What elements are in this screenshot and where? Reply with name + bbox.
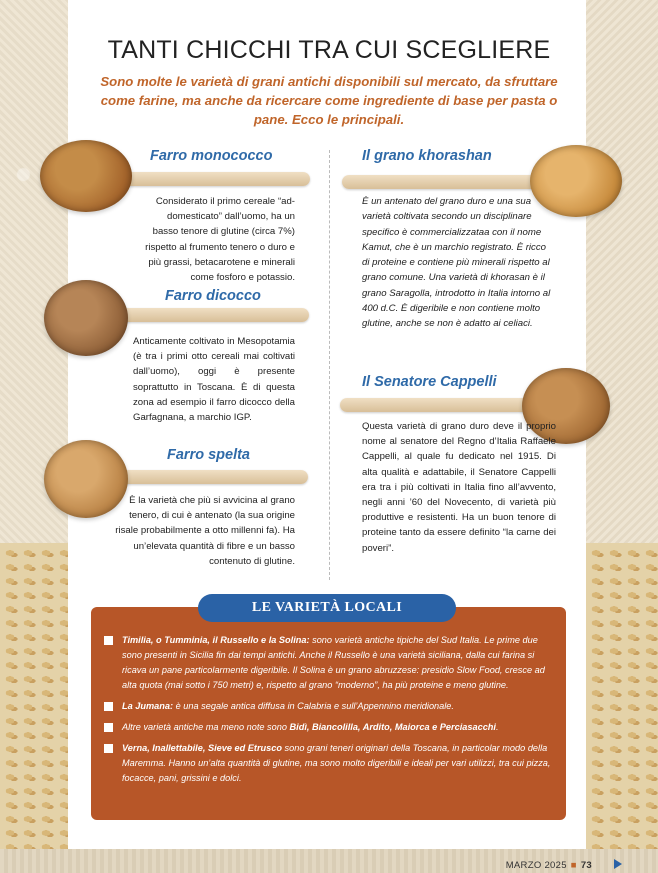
- grain-title-monococco: Farro monococco: [150, 148, 273, 164]
- list-item-text: sono grani teneri originari della Toscana, in particolar modo della Maremma. Hanno un’alta quantità di glutine, ma sono molto digeribili e ideali per vari utilizzi, tra cui pizza, focacce, pani, grissini e dolci.: [122, 743, 551, 783]
- page-footer: [506, 860, 592, 871]
- page-title: TANTI CHICCHI TRA CUI SCEGLIERE: [107, 36, 551, 64]
- footer-month: MARZO 2025: [505, 860, 567, 871]
- list-item-text: è una segale antica diffusa in Calabria e sull’Appennino meridionale.: [173, 701, 454, 711]
- list-item-bold: La Jumana:: [122, 701, 174, 711]
- spoon-handle: [119, 308, 309, 322]
- grain-title-dicocco: Farro dicocco: [165, 288, 261, 304]
- list-item-pre: Altre varietà antiche ma meno note sono: [122, 722, 290, 732]
- grain-title-khorasan: Il grano khorashan: [362, 148, 492, 164]
- list-item-bold: Verna, Inallettabile, Sieve ed Etrusco: [122, 743, 282, 753]
- page-number: 73: [580, 860, 592, 871]
- bullet-square-icon: [104, 744, 113, 753]
- list-item: [104, 633, 554, 693]
- grain-title-spelta: Farro spelta: [167, 447, 250, 463]
- column-divider: [329, 150, 330, 580]
- bullet-square-icon: [104, 723, 113, 732]
- grain-title-cappelli: Il Senatore Cappelli: [362, 374, 497, 390]
- grain-bowl: [44, 280, 128, 356]
- list-item-bold: Timilia, o Tumminia, il Russello e la Solina:: [122, 635, 310, 645]
- spoon-handle: [340, 398, 540, 412]
- spoon-handle: [116, 470, 308, 484]
- grain-text-dicocco: Anticamente coltivato in Mesopotamia (è tra i primi otto cereali mai coltivati dall’uomo), oggi è presente soprattutto in Toscana. È di questa zona ad esempio il farro dicocco della Garfagnana, a marchio IGP.: [133, 336, 295, 424]
- grain-text-cappelli: Questa varietà di grano duro deve il proprio nome al senatore del Regno d’Italia Raffaele Cappelli, al quale fu dedicato nel 1915. Di alta qualità e adattabile, il Senatore Cappelli era tra i più coltivati in Italia fino all’avvento, negli anni ’60 del Novecento, di varietà più produttive e resistenti. Ha un buon tenore di proteine tanto da essere definito “la carne dei poveri”.: [362, 421, 556, 554]
- grain-text-khorasan: È un antenato del grano duro e una sua varietà coltivata secondo un disciplinare specifico è commercializzataa con il nome Kamut, che è un marchio registrato. È ricco di proteine e contiene più minerali rispetto al grano comune. Una varietà di khorasan è il grano Saragolla, introdotto in Italia intorno al 400 d.C. È digeribile e non contiene molto glutine, anche se non è adatto ai celiaci.: [362, 196, 551, 330]
- page-subtitle: Sono molte le varietà di grani antichi disponibili sul mercato, da sfruttare come farine, ma anche da ricercare come ingrediente di base per pasta o pane. Ecco le principali.: [100, 74, 558, 127]
- footer-separator: ■: [570, 860, 577, 871]
- next-page-arrow-icon[interactable]: [614, 859, 622, 869]
- spoon-handle: [110, 172, 310, 186]
- local-varieties-list: [104, 633, 554, 792]
- bullet-square-icon: [104, 702, 113, 711]
- list-item: [104, 720, 554, 735]
- grain-text-spelta: È la varietà che più si avvicina al grano tenero, di cui è antenato (la sua origine risale probabilmente a otto millenni fa). Ha un’elevata quantità di fibre e un basso contenuto di glutine.: [115, 495, 295, 567]
- list-item-text: sono varietà antiche tipiche del Sud Italia. Le prime due sono presenti in Sicilia fin dai tempi antichi. Anche il Russello è una varietà siciliana, dalla cui farina si ricava un pane particolarmente digeribile. Il Solina è un grano abruzzese: presidio Slow Food, cresce ad alta quota (mai sotto i 750 metri) e, rispetto al grano “moderno”, ha più proteine e meno glutine.: [122, 635, 545, 690]
- list-item: [104, 699, 554, 714]
- local-varieties-heading: LE VARIETÀ LOCALI: [198, 594, 456, 622]
- grain-bowl: [40, 140, 132, 212]
- list-item-bold: Bidì, Biancolilla, Ardito, Maiorca e Perciasacchi: [289, 722, 496, 732]
- list-item: [104, 741, 554, 786]
- spoon-handle: [342, 175, 547, 189]
- bullet-square-icon: [104, 636, 113, 645]
- grain-text-monococco: Considerato il primo cereale “ad-domesticato” dall’uomo, ha un basso tenore di glutine (circa 7%) rispetto al frumento tenero o duro e più grassi, betacarotene e minerali come fosforo e potassio.: [145, 196, 295, 284]
- list-item-text: .: [495, 722, 499, 732]
